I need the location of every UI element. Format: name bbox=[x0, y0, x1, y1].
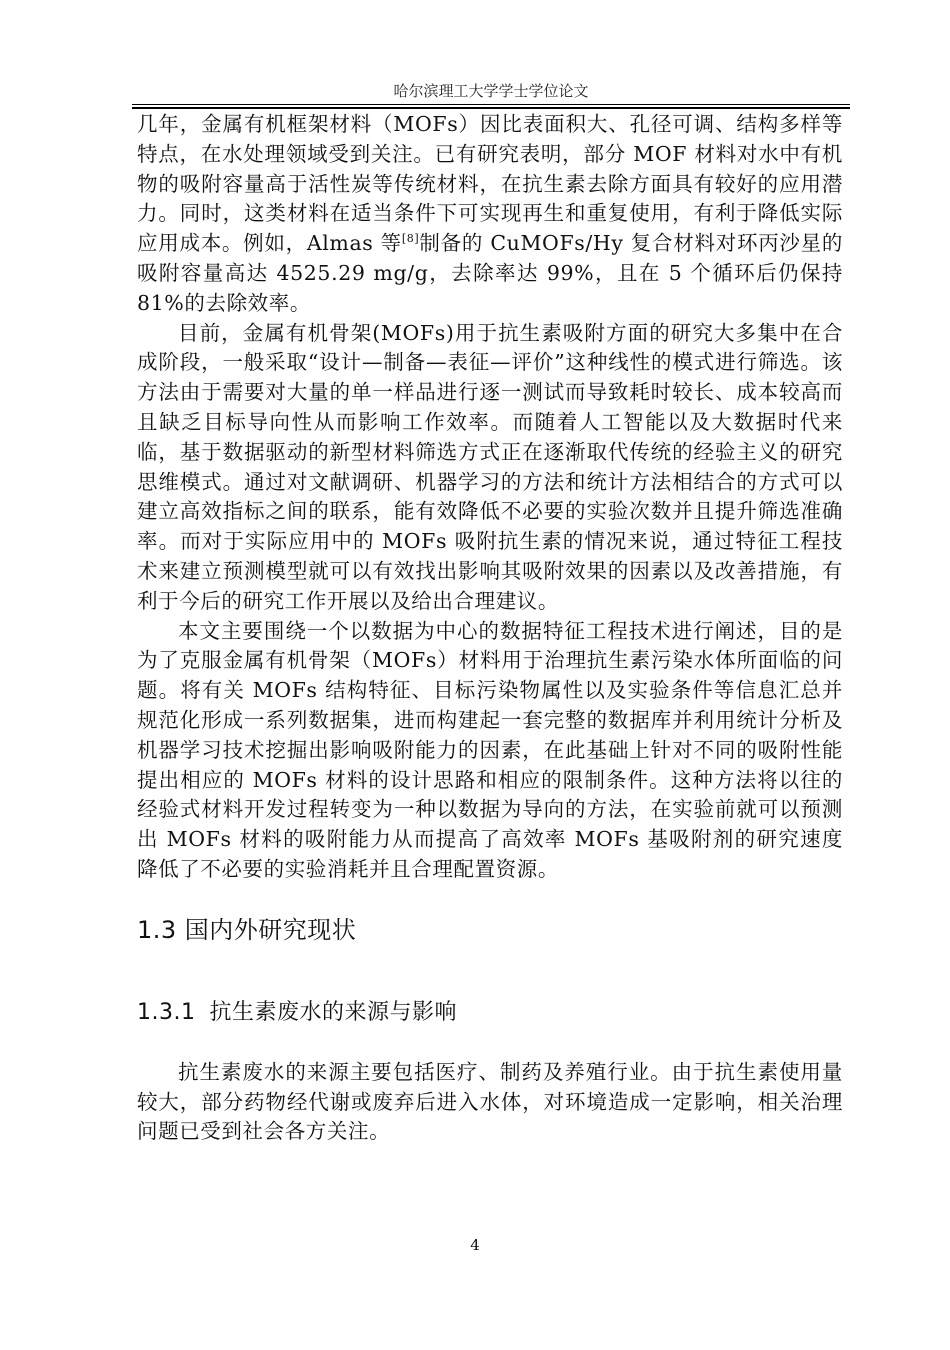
paragraph-1-text-after: 制备的 CuMOFs/Hy 复合材料对环丙沙星的吸附容量高达 4525.29 mg/g，去除率达 99%，且在 5 个循环后仍保持 81%的去除效率。 bbox=[137, 231, 843, 315]
body-text bbox=[137, 110, 843, 1147]
paragraph-1 bbox=[137, 110, 843, 319]
paragraph-4: 抗生素废水的来源主要包括医疗、制药及养殖行业。由于抗生素使用量较大，部分药物经代谢或废弃后进入水体，对环境造成一定影响，相关治理问题已受到社会各方关注。 bbox=[137, 1059, 843, 1144]
page-number: 4 bbox=[470, 1236, 480, 1254]
citation-8: [8] bbox=[401, 232, 420, 246]
subsection-title: 抗生素废水的来源与影响 bbox=[209, 999, 457, 1025]
header-rule-thick bbox=[132, 107, 850, 109]
paragraph-1-text: 几年，金属有机框架材料（MOFs）因比表面积大、孔径可调、结构多样等特点，在水处理领域受到关注。已有研究表明，部分 MOF 材料对水中有机物的吸附容量高于活性炭等传统材料，在抗生素去除方面具有较好的应用潜力。同时，这类材料在适当条件下可实现再生和重复使用，有利于降低实际应用成本。例如，Almas 等 bbox=[137, 112, 843, 256]
running-header: 哈尔滨理工大学学士学位论文 bbox=[393, 82, 589, 100]
header-rule-thin bbox=[132, 104, 850, 105]
paragraph-2: 目前，金属有机骨架(MOFs)用于抗生素吸附方面的研究大多集中在合成阶段，一般采取“设计—制备—表征—评价”这种线性的模式进行筛选。该方法由于需要对大量的单一样品进行逐一测试而导致耗时较长、成本较高而且缺乏目标导向性从而影响工作效率。而随着人工智能以及大数据时代来临，基于数据驱动的新型材料筛选方式正在逐渐取代传统的经验主义的研究思维模式。通过对文献调研、机器学习的方法和统计方法相结合的方式可以建立高效指标之间的联系，能有效降低不必要的实验次数并且提升筛选准确率。而对于实际应用中的 MOFs 吸附抗生素的情况来说，通过特征工程技术来建立预测模型就可以有效找出影响其吸附效果的因素以及改善措施，有利于今后的研究工作开展以及给出合理建议。 bbox=[137, 320, 843, 613]
paragraph-3: 本文主要围绕一个以数据为中心的数据特征工程技术进行阐述，目的是为了克服金属有机骨架（MOFs）材料用于治理抗生素污染水体所面临的问题。将有关 MOFs 结构特征、目标污染物属性以及实验条件等信息汇总并规范化形成一系列数据集，进而构建起一套完整的数据库并利用统计分析及机器学习技术挖掘出影响吸附能力的因素，在此基础上针对不同的吸附性能提出相应的 MOFs 材料的设计思路和相应的限制条件。这种方法将以往的经验式材料开发过程转变为一种以数据为导向的方法，在实验前就可以预测出 MOFs 材料的吸附能力从而提高了高效率 MOFs 基吸附剂的研究速度降低了不必要的实验消耗并且合理配置资源。 bbox=[137, 618, 843, 881]
subsection-number: 1.3.1 bbox=[137, 999, 196, 1025]
section-heading: 1.3 国内外研究现状 bbox=[137, 915, 357, 944]
subsection-heading bbox=[137, 999, 843, 1027]
